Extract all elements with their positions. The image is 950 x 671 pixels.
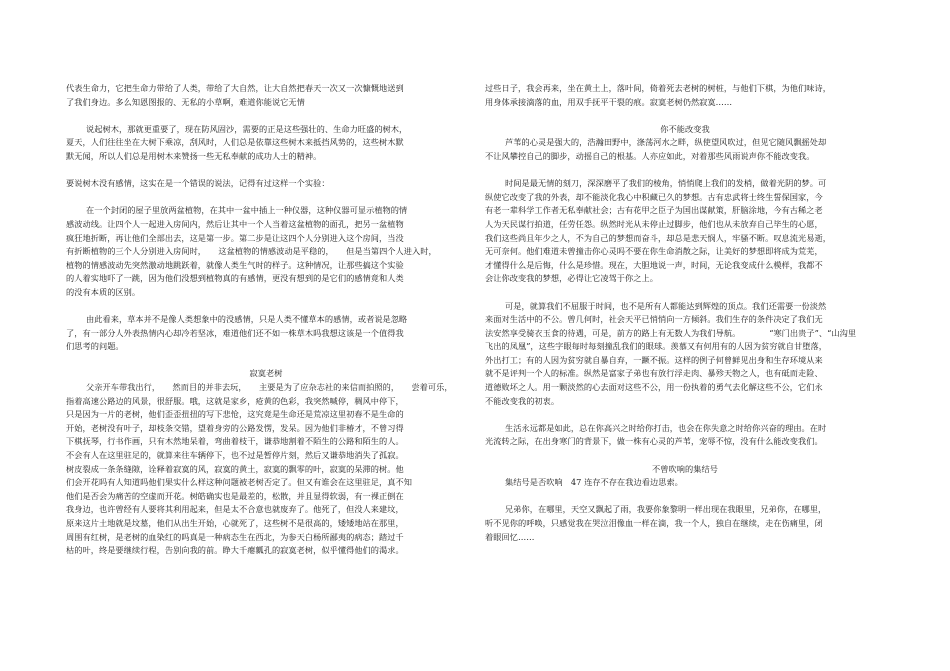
text-line: 外出打工；有的人因为贫穷就自暴自弃，一蹶不振。这样的例子何曾鲜见出身和生存环境从来	[485, 354, 823, 365]
text-line: 道德败坏之人。用一颗淡然的心去面对这些不公，用一份执着的勇气去化解这些不公，它们永	[485, 382, 823, 393]
text-line: 指着高速公路边的风景，很舒服。哦，这就是家乡，疮黄的色彩，我突然喊停，稠风中停下，	[66, 395, 404, 406]
text-line: 的人着实地吓了一跳，因为他们没想到植物真的有感情，更没有想到的是它们的感情竟和人类	[66, 273, 404, 284]
text-line: 着眼回忆……	[485, 531, 535, 542]
text-line: 疯狂地折断，再让他们全部出去，这是第一步。第二步是让这四个人分别进入这个房间，当没	[66, 232, 404, 243]
text-line: 默无闻，所以人们总是用树木来赞扬一些无私奉献的成功人士的精神。	[66, 150, 322, 161]
text-line: 代表生命力，它把生命力带给了人类，带给了大自然，让大自然把春天一次又一次慷慨地送到	[66, 83, 404, 93]
paragraph-gap	[485, 164, 885, 178]
text-line: 枯的叶，终是要继续行程，告别向我的前。睁大千瘪瓤孔的寂寞老树，似乎懂得他们的渴求。	[66, 545, 404, 556]
section-title: 你不能改变我	[660, 123, 710, 134]
text-line: 就不是评判一个人的标准。纵然是富家子弟也有放行浮走肉、暴殄天物之人，也有砥而走险、	[485, 368, 823, 379]
text-line: 感波动线。让四个人一起进入房间内，然后让其中一个人当着这盆植物的面孔，把另一盆植物	[66, 218, 404, 229]
paragraph-gap	[485, 449, 885, 463]
text-line: 有老一辈科学工作者无私奉献社会；古有花甲之臣子为国出谋献策，肝脑涂地，今有古稀之老	[485, 205, 823, 216]
text-line: 过些日子，我会再来，坐在黄土上，落叶间，倚着死去老树的树桩，与他们下棋，为他们味诗，	[485, 83, 831, 93]
section-title: 寂寞老树	[249, 368, 283, 379]
text-line: 们思考的问题。	[66, 341, 124, 352]
text-line: 夏天，人们往往坐在大树下乘凉，刮风时，人们总是依靠这些树木来抵挡风势的，这些树木默	[66, 137, 404, 148]
paragraph-gap	[485, 408, 885, 422]
text-line: 不能改变我的初衷。	[485, 395, 560, 406]
text-line: 生活永远都是如此，总在你高兴之时给你打击，也会在你失意之时给你兴奋的理由。在时	[505, 422, 827, 433]
text-line: 纵使它改变了我的外表，却不能淡化我心中积藏已久的梦想。古有忠武将士终生誓保国家，今	[485, 191, 823, 202]
text-line: 要说树木没有感情，这实在是一个错误的说法，记得有过这样一个实验：	[66, 178, 330, 189]
text-line: 光流转之际，在出身寒门的背景下，做一株有心灵的芦苇，宠辱不惊，没有什么能改变我们。	[485, 436, 823, 447]
text-line: 下棋抚琴，行书作画，只有木然地呆着，弯曲着枝干，谦恭地割着不陌生的公路和陌生的人。	[66, 436, 404, 447]
text-line: 不让风攀控自己的脚步，动摇自己的根基。人亦应如此，对着那些风雨说声你不能改变我。	[485, 150, 815, 161]
text-line: 法安然享受骑衣玉食的待遇，可是，前方的路上有无数人为我们导航。 “寒门出贵子”、“山沟里	[485, 327, 857, 338]
text-line: 可是，就算我们不屈服于时间，也不是所有人都能达到辉煌的顶点。我们还需要一份淡然	[505, 300, 827, 311]
text-line: 会让你改变我的梦想，必得让它凌驾于你之上。	[485, 273, 658, 284]
text-line: 人为天民谋行拍道，任劳任怨。纵然时光从未停止过脚步，他们也从未放弃自己毕生的心愿，	[485, 218, 823, 229]
text-line: 听不见你的呼唤，只感觉我在哭泣泪像血一样在滴，我一个人，独自在继续，走在伤痛里，闭	[485, 518, 823, 528]
text-line: 用身体承接滴落的血，用双手抚平干裂的痕。寂寞老树仍然寂寞……	[485, 96, 733, 107]
text-line: 说起树木，那就更重要了，现在防风固沙，需要的正是这些强壮的、生命力旺盛的树木，	[86, 123, 408, 134]
paragraph-gap	[485, 109, 885, 123]
paragraph-gap	[66, 191, 466, 205]
paragraph-gap	[66, 300, 466, 314]
text-line: 周围有红树，是老树的血染红的吗真是一种病态生在西北，为参天白杨所鄙夷的病态；踏过千	[66, 531, 404, 542]
section-title: 不曾吹响的集结号	[652, 463, 718, 474]
text-line: 植物的情感波动先突然激动地跳跃着，就像人类生气时的样子。这种情况，让那些搞这个实验	[66, 259, 404, 270]
text-line: 兄弟你，在哪里，天空又飘起了雨，我要你象黎明一样出现在我眼里，兄弟你，在哪里，	[505, 504, 827, 515]
paragraph-gap	[485, 286, 885, 300]
text-line: 才懂得什么是后悔，什么是珍惜。现在，大胆地说一声，时间，无论我变成什么模样，我都不	[485, 259, 823, 270]
text-line: 树皮裂成一条条缝隙，诠释着寂寞的风，寂寞的黄土，寂寞的飘零的叶，寂寞的呆滞的树。他	[66, 463, 404, 474]
text-line: 时间是最无情的刻刀，深深磨平了我们的棱角，悄悄爬上我们的发梢，做着光阴的梦。可	[505, 178, 827, 189]
text-line: 开始，老树没有叶子，却枝条交错，望着身旁的公路发愣，发呆。因为他们非椿才，不曾习得	[66, 422, 404, 433]
text-line: 我们这些尚且年少之人，不为自己的梦想而奋斗，却总是悲天悯人，牢骚不断。叹息流光易逝，	[485, 232, 831, 243]
paragraph-gap	[66, 164, 466, 178]
left-column	[66, 82, 466, 558]
text-line: 了我们身边。多么知恩图报的、无私的小草啊，难道你能说它无情	[66, 96, 305, 107]
text-line: 不会有人在这里驻足的，就算来往车辆停下，也不过是暂停片刻，然后又谦恭地消失了孤寂。	[66, 450, 404, 461]
paragraph-gap	[66, 354, 466, 368]
text-line: 了，有一部分人外表热情内心却冷若坚冰，难道他们还不如一株草木吗我想这该是一个值得我	[66, 327, 404, 338]
paragraph-gap	[66, 109, 466, 123]
text-line: 来面对生活中的不公。曾几何时，社会天平已悄悄向一方倾斜。我们生存的条件决定了我们无	[485, 314, 823, 325]
right-column	[485, 82, 885, 544]
text-line: 无可奈何。他们难道未曾撞击你心灵吗不要在你生命消散之际，让美好的梦想即将成为荒芜，	[485, 246, 823, 257]
text-line: 父亲开车带我出行， 然而目的并非去玩， 主要是为了应杂志社的来信而拍照的， 尝着可乐，	[86, 382, 453, 393]
text-line: 我身边，也许曾经有人要将其利用起来，但是太不合意也就废弃了。他死了，但没人来建坟，	[66, 504, 404, 515]
text-line: 集结号是否吹响 47 连存不存在我边看边思索。	[505, 477, 683, 488]
text-line: 他们是否会为痛苦的空虚而开花。树皓确实也是最差的，松散，并且显得软弱，有一裸正倒在	[66, 490, 404, 501]
text-line: 有折断植物的三个人分别进入房间时， 这盆植物的情感波动是平稳的， 但是当第四个人进入时，	[66, 246, 437, 257]
text-line: 只是因为一片的老树，他们歪歪扭扭的写下悲怆，这究竟是生命还是荒凉这里初春不是生命的	[66, 409, 404, 420]
text-line: 在一个封闭的屋子里放两盆植物，在其中一盆中插上一种仪器，这种仪器可显示植物的情	[86, 205, 408, 216]
text-line: 芦苇的心灵是强大的，浩瀚田野中，涤荡河水之畔，纵使望风吹过，但见它随风飘摇处却	[505, 137, 827, 148]
text-line: 原来这片土地就是坟墓，他们从出生开始，心就死了，这些树不是很高的，矮矮地站在那里，	[66, 518, 404, 528]
text-line: 飞出的凤凰”，这些字眼每时每刻撞乱我们的眼球。羡慕又有何用有的人因为贫穷就自甘堕落，	[485, 341, 827, 352]
text-line: 由此看来，草本并不是像人类想象中的没感情，只是人类不懂草本的感情，或者说是忽略	[86, 314, 408, 325]
text-line: 的没有本质的区别。	[66, 286, 141, 297]
text-line: 们会开花吗有人知道吗他们果实什么样这种问题被老树否定了。但又有谁会在这里驻足，真不知	[66, 477, 412, 488]
paragraph-gap	[485, 490, 885, 504]
